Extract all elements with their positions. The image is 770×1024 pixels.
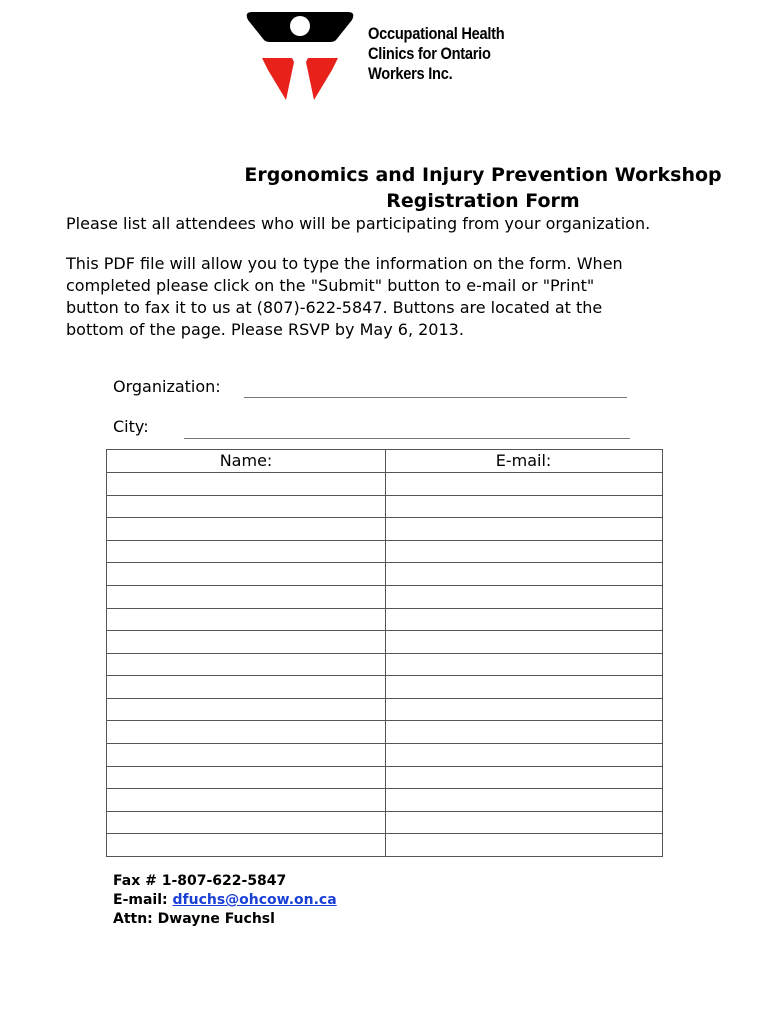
instructions-line: completed please click on the "Submit" button to e-mail or "Print": [66, 276, 595, 295]
attendees-table: [106, 449, 663, 857]
attendee-email-cell[interactable]: [388, 541, 660, 562]
attendee-name-cell[interactable]: [109, 586, 381, 607]
email-label: E-mail:: [113, 892, 173, 908]
city-label: City:: [113, 417, 149, 436]
logo-line-2: Clinics for Ontario: [368, 44, 491, 63]
city-field[interactable]: [184, 438, 630, 439]
attendee-name-cell[interactable]: [109, 789, 381, 810]
ohcow-logo-icon: [244, 12, 356, 104]
attendee-email-cell[interactable]: [388, 496, 660, 517]
attendee-email-cell[interactable]: [388, 789, 660, 810]
instructions-line: button to fax it to us at (807)-622-5847. Buttons are located at the: [66, 298, 603, 317]
page-title: [210, 162, 756, 214]
email-column-header: E-mail:: [495, 451, 552, 470]
attendee-name-cell[interactable]: [109, 473, 381, 494]
attendee-email-cell[interactable]: [388, 676, 660, 697]
email-link[interactable]: dfuchs@ohcow.on.ca: [172, 892, 337, 908]
attendee-name-cell[interactable]: [109, 812, 381, 833]
attendee-name-cell[interactable]: [109, 721, 381, 742]
attendee-email-cell[interactable]: [388, 812, 660, 833]
attendee-email-cell[interactable]: [388, 631, 660, 652]
logo-line-1: Occupational Health: [368, 24, 505, 43]
attention-line: Attn: Dwayne Fuchsl: [113, 911, 275, 927]
attendee-email-cell[interactable]: [388, 767, 660, 788]
title-line-1: Ergonomics and Injury Prevention Workshop: [244, 164, 722, 186]
attendee-email-cell[interactable]: [388, 834, 660, 855]
attendee-name-cell[interactable]: [109, 744, 381, 765]
attendee-name-cell[interactable]: [109, 699, 381, 720]
contact-info: [113, 872, 337, 929]
attendee-name-cell[interactable]: [109, 834, 381, 855]
name-column-header: Name:: [219, 451, 273, 470]
attendee-name-cell[interactable]: [109, 496, 381, 517]
instructions-line: This PDF file will allow you to type the information on the form. When: [66, 254, 623, 273]
title-line-2: Registration Form: [386, 190, 580, 212]
attendee-email-cell[interactable]: [388, 654, 660, 675]
attendee-email-cell[interactable]: [388, 586, 660, 607]
instructions-text: [66, 253, 746, 341]
attendee-name-cell[interactable]: [109, 541, 381, 562]
attendee-email-cell[interactable]: [388, 473, 660, 494]
organization-label: Organization:: [113, 377, 221, 396]
attendee-name-cell[interactable]: [109, 767, 381, 788]
attendee-email-cell[interactable]: [388, 609, 660, 630]
attendee-email-cell[interactable]: [388, 744, 660, 765]
attendee-name-cell[interactable]: [109, 631, 381, 652]
intro-text: Please list all attendees who will be participating from your organization.: [66, 214, 651, 233]
attendee-email-cell[interactable]: [388, 699, 660, 720]
attendee-name-cell[interactable]: [109, 654, 381, 675]
logo-line-3: Workers Inc.: [368, 64, 453, 83]
attendee-email-cell[interactable]: [388, 721, 660, 742]
email-line: [113, 891, 337, 910]
instructions-line: bottom of the page. Please RSVP by May 6, 2013.: [66, 320, 464, 339]
attendee-name-cell[interactable]: [109, 676, 381, 697]
fax-number: Fax # 1-807-622-5847: [113, 873, 287, 889]
attendee-email-cell[interactable]: [388, 563, 660, 584]
attendee-name-cell[interactable]: [109, 609, 381, 630]
attendee-name-cell[interactable]: [109, 563, 381, 584]
organization-logo-text: [368, 24, 504, 84]
attendee-email-cell[interactable]: [388, 518, 660, 539]
attendee-name-cell[interactable]: [109, 518, 381, 539]
organization-field[interactable]: [244, 397, 627, 398]
